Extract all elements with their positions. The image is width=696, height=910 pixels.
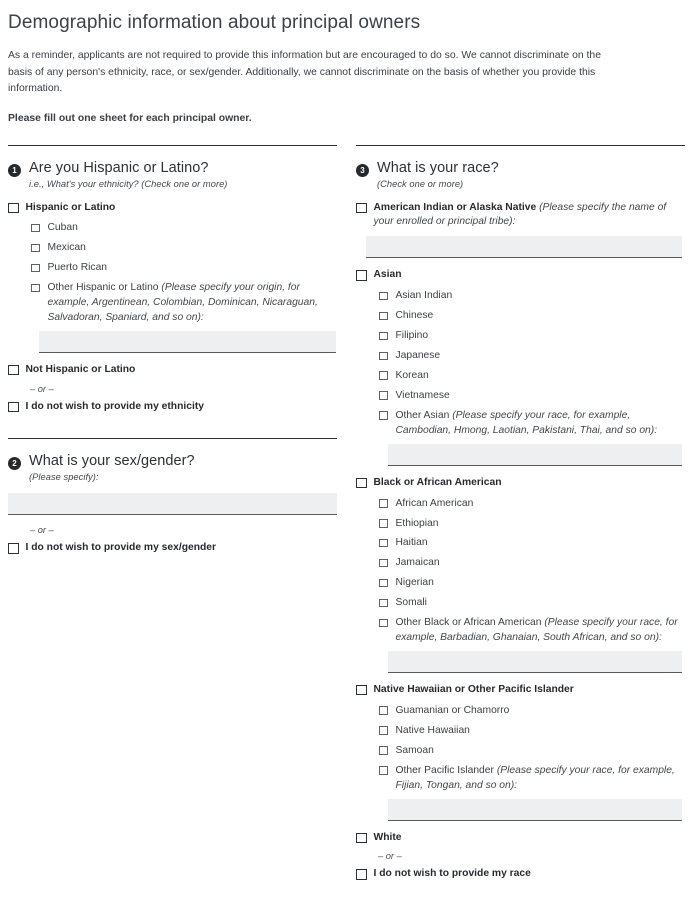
checkbox-icon-not-hispanic[interactable] xyxy=(8,365,19,376)
checkbox-row-other-pacific-islander[interactable] xyxy=(379,764,688,794)
label-american-indian: American Indian or Alaska Native xyxy=(373,201,537,213)
checkbox-icon-decline-gender[interactable] xyxy=(8,543,19,554)
checkbox-icon-asian-indian[interactable] xyxy=(379,292,388,301)
checkbox-icon-nigerian[interactable] xyxy=(379,579,388,588)
label-other-black: Other Black or African American xyxy=(395,617,542,629)
label-haitian: Haitian xyxy=(395,537,428,549)
label-guamanian-chamorro: Guamanian or Chamorro xyxy=(395,704,510,716)
question-title-gender: What is your sex/gender? xyxy=(29,452,195,469)
checkbox-icon-guamanian-chamorro[interactable] xyxy=(379,706,388,715)
checkbox-icon-decline-ethnicity[interactable] xyxy=(8,402,19,413)
question-title-race: What is your race? xyxy=(377,160,499,177)
or-separator-race: – or – xyxy=(378,851,402,862)
input-other-asian-race[interactable] xyxy=(388,444,682,466)
checkbox-icon-cuban[interactable] xyxy=(31,224,40,233)
checkbox-row-guamanian-chamorro[interactable] xyxy=(379,704,688,719)
label-korean: Korean xyxy=(395,369,429,381)
checkbox-row-puerto-rican[interactable] xyxy=(31,261,340,276)
label-native-hawaiian-pacific-islander: Native Hawaiian or Other Pacific Islander xyxy=(373,683,574,695)
checkbox-icon-other-hispanic[interactable] xyxy=(31,284,40,293)
checkbox-icon-filipino[interactable] xyxy=(379,332,388,341)
hint-other-black: (Please specify your race, for example, Barbadian, Ghanaian, South African, and so on): xyxy=(395,617,678,644)
label-black-african-american: Black or African American xyxy=(373,476,502,488)
label-puerto-rican: Puerto Rican xyxy=(47,262,108,274)
question-header-ethnicity xyxy=(8,160,340,189)
checkbox-row-decline-gender[interactable] xyxy=(8,541,340,556)
checkbox-row-other-asian[interactable] xyxy=(379,409,688,439)
checkbox-row-japanese[interactable] xyxy=(379,349,688,364)
label-ethiopian: Ethiopian xyxy=(395,517,439,529)
hint-other-hispanic: (Please specify your origin, for example, Argentinean, Colombian, Dominican, Nicaraguan, Salvadoran, Spaniard, and so on): xyxy=(47,282,318,324)
hint-other-asian: (Please specify your race, for example, Cambodian, Hmong, Laotian, Pakistani, Thai, and so on): xyxy=(395,409,658,436)
intro-paragraph: As a reminder, applicants are not required to provide this information but are encouraged to do so. We cannot discriminate on the basis of any person's ethnicity, race, or sex/gender. Additionally, we cannot discriminate on the basis of whether you provide this information. xyxy=(8,49,601,95)
checkbox-icon-ethiopian[interactable] xyxy=(379,519,388,528)
label-decline-race: I do not wish to provide my race xyxy=(373,868,531,880)
checkbox-row-asian[interactable] xyxy=(356,268,688,283)
intro-instruction: Please fill out one sheet for each principal owner. xyxy=(8,113,252,125)
label-samoan: Samoan xyxy=(395,744,434,756)
page-title: Demographic information about principal owners xyxy=(8,12,421,33)
checkbox-icon-native-hawaiian[interactable] xyxy=(379,726,388,735)
label-other-pacific-islander: Other Pacific Islander xyxy=(395,764,494,776)
checkbox-row-chinese[interactable] xyxy=(379,309,688,324)
checkbox-icon-american-indian[interactable] xyxy=(356,203,367,214)
question-number-badge-3: 3 xyxy=(356,164,369,177)
label-nigerian: Nigerian xyxy=(395,577,434,589)
or-separator-gender: – or – xyxy=(30,525,54,536)
checkbox-row-korean[interactable] xyxy=(379,369,688,384)
hint-other-pacific-islander: (Please specify your race, for example, Fijian, Tongan, and so on): xyxy=(395,764,675,791)
label-white: White xyxy=(373,831,402,843)
checkbox-row-other-black[interactable] xyxy=(379,616,688,646)
form-columns xyxy=(8,145,688,888)
checkbox-icon-hispanic-or-latino[interactable] xyxy=(8,203,19,214)
label-japanese: Japanese xyxy=(395,350,441,362)
input-other-pacific-islander-race[interactable] xyxy=(388,799,682,821)
label-other-asian: Other Asian xyxy=(395,409,450,421)
label-not-hispanic: Not Hispanic or Latino xyxy=(25,363,136,375)
checkbox-row-african-american[interactable] xyxy=(379,497,688,512)
checkbox-icon-vietnamese[interactable] xyxy=(379,391,388,400)
checkbox-icon-asian[interactable] xyxy=(356,270,367,281)
input-sex-gender[interactable] xyxy=(8,493,337,515)
checkbox-icon-other-asian[interactable] xyxy=(379,411,388,420)
label-decline-gender: I do not wish to provide my sex/gender xyxy=(25,542,217,554)
checkbox-row-haitian[interactable] xyxy=(379,536,688,551)
checkbox-row-nigerian[interactable] xyxy=(379,576,688,591)
section-divider-gender xyxy=(8,438,337,439)
question-subtitle-race: (Check one or more) xyxy=(377,178,464,189)
checkbox-row-samoan[interactable] xyxy=(379,744,688,759)
hint-american-indian: (Please specify the name of your enrolled or principal tribe): xyxy=(373,201,667,228)
input-tribe-name[interactable] xyxy=(366,236,682,258)
checkbox-row-not-hispanic[interactable] xyxy=(8,363,340,378)
checkbox-icon-decline-race[interactable] xyxy=(356,869,367,880)
label-vietnamese: Vietnamese xyxy=(395,389,450,401)
question-title-ethnicity: Are you Hispanic or Latino? xyxy=(29,160,209,177)
checkbox-row-white[interactable] xyxy=(356,831,688,846)
checkbox-icon-black-african-american[interactable] xyxy=(356,478,367,489)
checkbox-row-black-african-american[interactable] xyxy=(356,476,688,491)
question-number-badge-1: 1 xyxy=(8,164,21,177)
left-column xyxy=(8,145,348,888)
checkbox-row-ethiopian[interactable] xyxy=(379,517,688,532)
checkbox-icon-other-pacific-islander[interactable] xyxy=(379,766,388,775)
label-jamaican: Jamaican xyxy=(395,557,440,569)
checkbox-row-decline-race[interactable] xyxy=(356,867,688,882)
input-other-hispanic-origin[interactable] xyxy=(39,331,336,353)
label-somali: Somali xyxy=(395,597,427,609)
question-number-badge-2: 2 xyxy=(8,457,21,470)
checkbox-icon-native-hawaiian-pacific-islander[interactable] xyxy=(356,685,367,696)
or-separator-ethnicity: – or – xyxy=(30,383,54,394)
label-native-hawaiian: Native Hawaiian xyxy=(395,724,470,736)
question-subtitle-ethnicity: i.e., What's your ethnicity? (Check one or more) xyxy=(29,178,228,189)
checkbox-row-somali[interactable] xyxy=(379,596,688,611)
checkbox-row-native-hawaiian[interactable] xyxy=(379,724,688,739)
checkbox-icon-haitian[interactable] xyxy=(379,539,388,548)
checkbox-row-native-hawaiian-pacific-islander[interactable] xyxy=(356,683,688,698)
checkbox-row-asian-indian[interactable] xyxy=(379,289,688,304)
right-column xyxy=(348,145,688,888)
checkbox-row-american-indian[interactable] xyxy=(356,201,688,231)
checkbox-icon-puerto-rican[interactable] xyxy=(31,264,40,273)
label-chinese: Chinese xyxy=(395,310,434,322)
label-hispanic-or-latino: Hispanic or Latino xyxy=(25,201,116,213)
question-header-race xyxy=(356,160,688,189)
checkbox-icon-other-black[interactable] xyxy=(379,619,388,628)
checkbox-row-vietnamese[interactable] xyxy=(379,389,688,404)
label-other-hispanic: Other Hispanic or Latino xyxy=(47,282,159,294)
checkbox-icon-somali[interactable] xyxy=(379,599,388,608)
label-decline-ethnicity: I do not wish to provide my ethnicity xyxy=(25,400,204,412)
label-filipino: Filipino xyxy=(395,330,429,342)
checkbox-icon-japanese[interactable] xyxy=(379,352,388,361)
label-african-american: African American xyxy=(395,497,474,509)
checkbox-row-filipino[interactable] xyxy=(379,329,688,344)
checkbox-icon-african-american[interactable] xyxy=(379,499,388,508)
checkbox-icon-korean[interactable] xyxy=(379,371,388,380)
checkbox-row-hispanic-or-latino[interactable] xyxy=(8,201,340,216)
question-header-gender xyxy=(8,453,340,482)
checkbox-row-cuban[interactable] xyxy=(31,221,340,236)
label-asian: Asian xyxy=(373,269,402,281)
label-cuban: Cuban xyxy=(47,222,78,234)
checkbox-row-mexican[interactable] xyxy=(31,241,340,256)
checkbox-icon-samoan[interactable] xyxy=(379,746,388,755)
section-divider-ethnicity xyxy=(8,145,337,146)
question-subtitle-gender: (Please specify): xyxy=(29,471,99,482)
input-other-black-race[interactable] xyxy=(388,651,682,673)
checkbox-icon-white[interactable] xyxy=(356,833,367,844)
section-divider-race xyxy=(356,145,685,146)
intro-block xyxy=(8,48,608,128)
label-asian-indian: Asian Indian xyxy=(395,290,453,302)
checkbox-icon-mexican[interactable] xyxy=(31,244,40,253)
checkbox-row-jamaican[interactable] xyxy=(379,556,688,571)
checkbox-icon-chinese[interactable] xyxy=(379,312,388,321)
label-mexican: Mexican xyxy=(47,242,86,254)
checkbox-row-other-hispanic[interactable] xyxy=(31,281,340,326)
checkbox-row-decline-ethnicity[interactable] xyxy=(8,400,340,415)
checkbox-icon-jamaican[interactable] xyxy=(379,559,388,568)
